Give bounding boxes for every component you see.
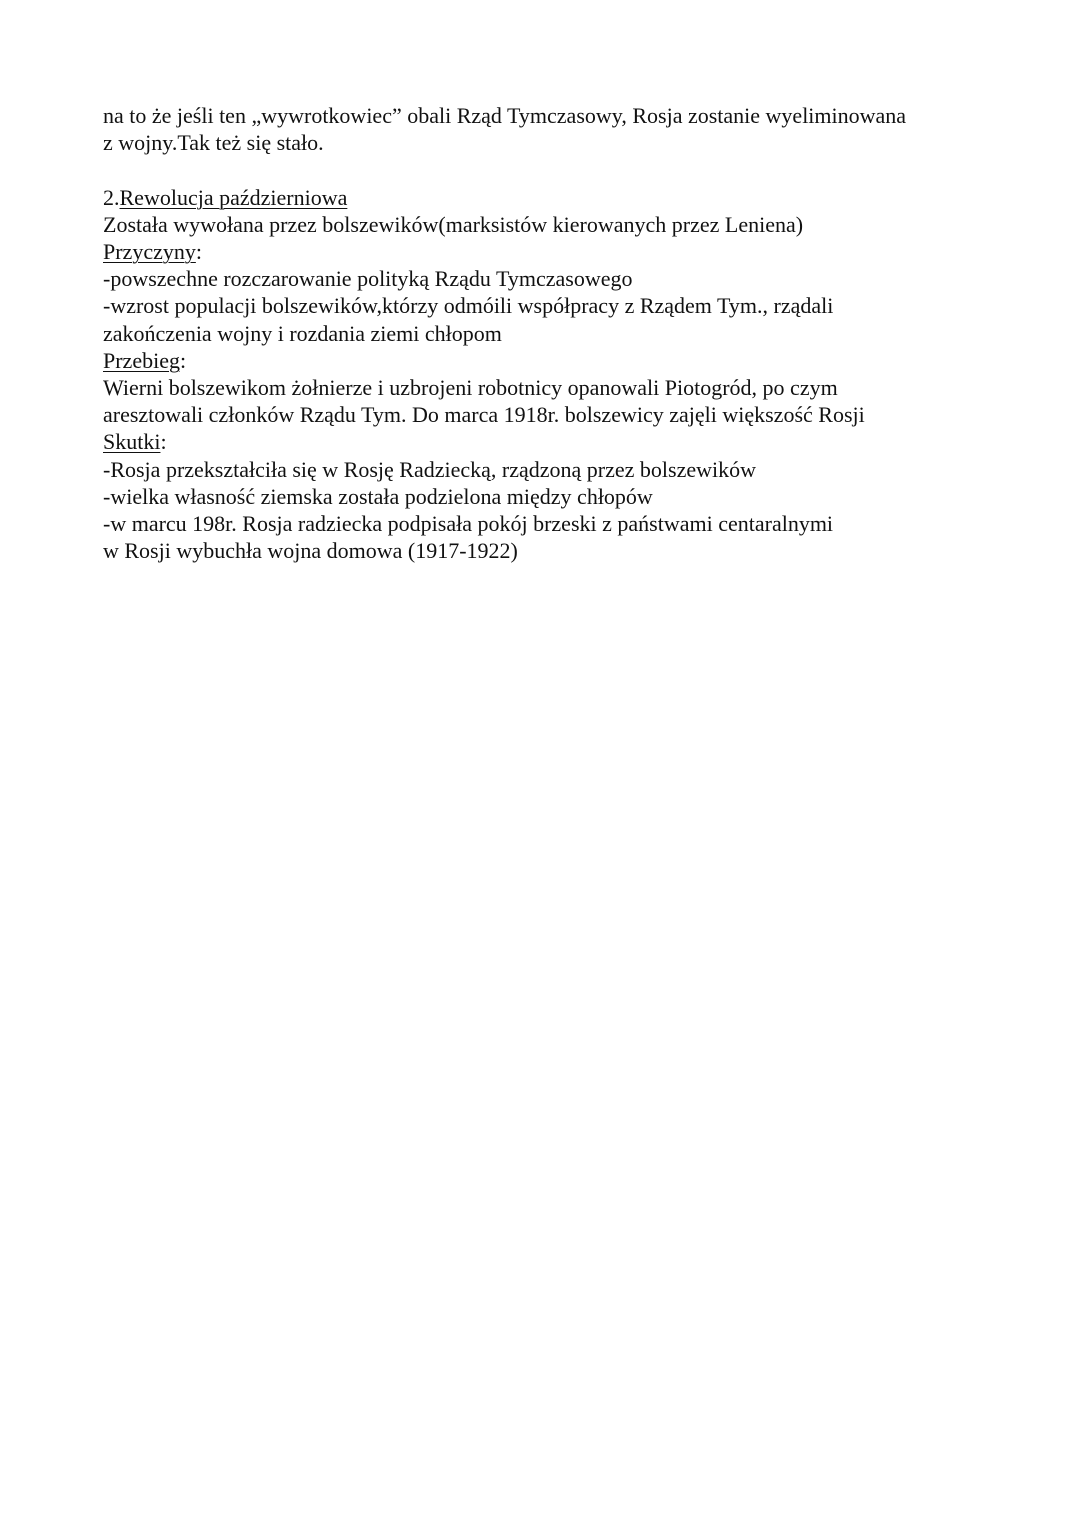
document-page bbox=[103, 102, 1003, 564]
causes-heading-colon: : bbox=[195, 239, 202, 264]
effects-heading-colon: : bbox=[160, 429, 167, 455]
course-heading-colon: : bbox=[179, 347, 187, 373]
causes-item: -wzrost populacji bolszewików,którzy odmóili współpracy z Rządem Tym., rządali bbox=[103, 293, 834, 319]
section-intro: Została wywołana przez bolszewików(marksistów kierowanych przez Leniena) bbox=[103, 211, 804, 237]
section-number: 2. bbox=[103, 184, 120, 210]
effects-item: -w marcu 198r. Rosja radziecka podpisała pokój brzeski z państwami centaralnymi bbox=[103, 511, 834, 537]
intro-line-2: z wojny.Tak też się stało. bbox=[103, 130, 324, 156]
course-heading-label: Przebieg bbox=[103, 347, 180, 373]
blank-line bbox=[103, 156, 1003, 183]
causes-heading bbox=[103, 238, 1003, 265]
intro-line-1: na to że jeśli ten „wywrotkowiec” obali Rząd Tymczasowy, Rosja zostanie wyeliminowana bbox=[103, 103, 907, 128]
effects-item: -wielka własność ziemska została podzielona między chłopów bbox=[103, 483, 653, 509]
effects-heading-label: Skutki bbox=[103, 429, 161, 455]
effects-heading bbox=[103, 428, 1003, 455]
effects-item: -Rosja przekształciła się w Rosję Radziecką, rządzoną przez bolszewików bbox=[103, 456, 757, 482]
section-title: Rewolucja październiowa bbox=[119, 184, 348, 210]
course-line: aresztowali członków Rządu Tym. Do marca 1918r. bolszewicy zajęli większość Rosji bbox=[103, 402, 865, 428]
course-line: Wierni bolszewikom żołnierze i uzbrojeni robotnicy opanowali Piotogród, po czym bbox=[103, 375, 838, 401]
section-heading bbox=[103, 184, 1003, 211]
causes-item: zakończenia wojny i rozdania ziemi chłopom bbox=[103, 320, 502, 346]
causes-item: -powszechne rozczarowanie polityką Rządu Tymczasowego bbox=[103, 266, 633, 292]
course-heading bbox=[103, 347, 1003, 374]
effects-item: w Rosji wybuchła wojna domowa (1917-1922) bbox=[103, 538, 518, 564]
causes-heading-label: Przyczyny bbox=[103, 239, 196, 264]
